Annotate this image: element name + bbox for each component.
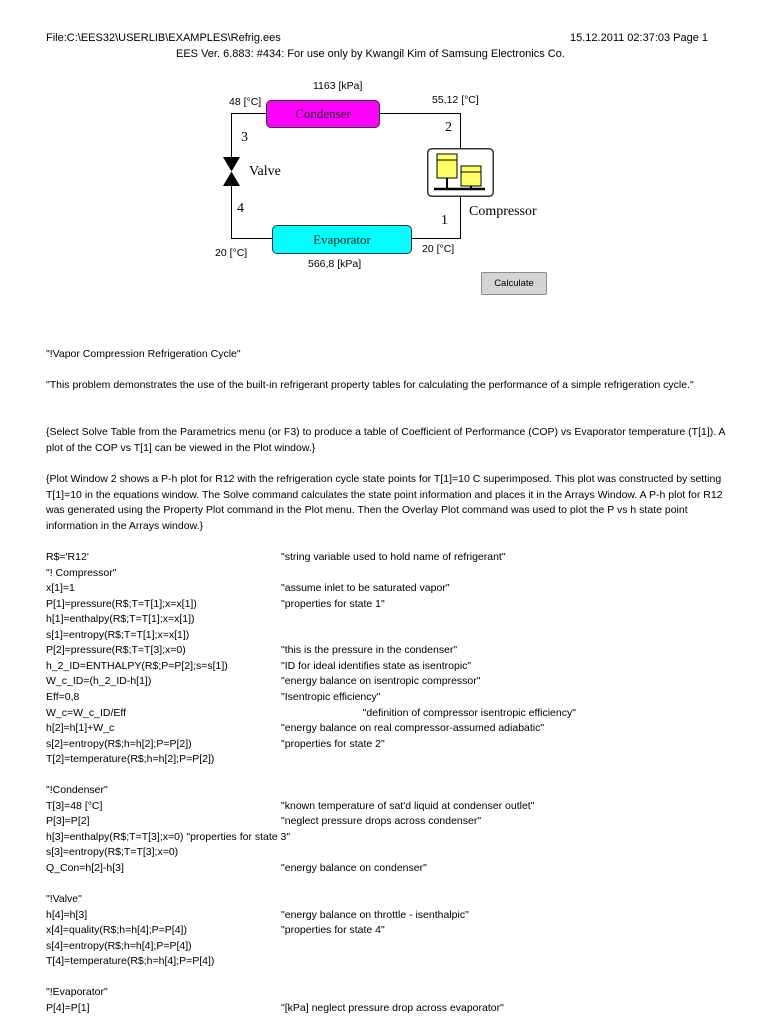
equation-line: "!Evaporator"	[46, 986, 108, 999]
equation-comment: "Isentropic efficiency"	[281, 690, 381, 703]
equation-comment: "energy balance on real compressor-assumed adiabatic"	[281, 722, 545, 735]
equation-line: s[1]=entropy(R$;T=T[1];x=x[1])	[46, 628, 190, 641]
equation-line: P[2]=pressure(R$;T=T[3];x=0)	[46, 644, 186, 657]
state4-temperature: 20 [°C]	[215, 247, 248, 259]
equation-line: T[2]=temperature(R$;h=h[2];P=P[2])	[46, 753, 215, 766]
equation-comment: "properties for state 2"	[281, 737, 385, 750]
evaporator-label: Evaporator	[313, 231, 371, 247]
equation-line: T[3]=48 [°C]	[46, 799, 103, 812]
equation-line: s[2]=entropy(R$;h=h[2];P=P[2])	[46, 737, 192, 750]
equation-line: h[4]=h[3]	[46, 908, 88, 921]
version-line: EES Ver. 6.883: #434: For use only by Kwangil Kim of Samsung Electronics Co.	[176, 48, 565, 60]
calculate-button[interactable]: Calculate	[481, 272, 547, 295]
equation-comment: "energy balance on isentropic compressor"	[281, 675, 481, 688]
equation-comment: "string variable used to hold name of refrigerant"	[281, 551, 506, 563]
state1-temperature: 20 [°C]	[422, 243, 455, 255]
equation-line: W_c_ID=(h_2_ID-h[1])	[46, 675, 152, 688]
equation-line: Q_Con=h[2]-h[3]	[46, 862, 124, 874]
equation-line: R$='R12'	[46, 551, 89, 563]
equation-comment: "energy balance on throttle - isenthalpic"	[281, 908, 469, 921]
pipe-bottom-right	[410, 238, 461, 239]
compressor-label: Compressor	[469, 204, 537, 219]
equation-line: h[3]=enthalpy(R$;T=T[3];x=0) "properties for state 3"	[46, 830, 291, 843]
equation-line: Eff=0,8	[46, 690, 80, 703]
timestamp-page: 15.12.2011 02:37:03 Page 1	[570, 32, 709, 44]
condenser-pressure: 1163 [kPa]	[313, 80, 363, 92]
equation-line: P[4]=P[1]	[46, 1001, 90, 1014]
pipe-right-upper	[460, 113, 461, 148]
valve-label: Valve	[249, 164, 281, 179]
equation-line: h_2_ID=ENTHALPY(R$;P=P[2];s=s[1])	[46, 659, 228, 672]
equation-line: s[4]=entropy(R$;h=h[4];P=P[4])	[46, 939, 192, 952]
equation-line: W_c=W_c_ID/Eff	[46, 706, 127, 719]
equation-line: P[3]=P[2]	[46, 815, 90, 828]
equation-line: P[1]=pressure(R$;T=T[1];x=x[1])	[46, 597, 197, 610]
equation-line: T[4]=temperature(R$;h=h[4];P=P[4])	[46, 955, 215, 968]
evaporator-box	[272, 225, 412, 254]
equation-comment: "ID for ideal identifies state as isentropic"	[281, 659, 472, 672]
equation-comment: "properties for state 4"	[281, 924, 385, 937]
pipe-top-left	[231, 113, 266, 114]
equation-comment: "definition of compressor isentropic efficiency"	[281, 706, 576, 719]
equation-comment: "properties for state 1"	[281, 597, 385, 610]
equation-comment: "[kPa] neglect pressure drop across evaporator"	[281, 1001, 504, 1014]
equation-line: "!Valve"	[46, 893, 82, 906]
valve-icon	[222, 156, 241, 187]
note-plot-window: {Plot Window 2 shows a P-h plot for R12 with the refrigeration cycle state points for T[1]=10 C superimposed. This plot was constructed by setting T[1]=10 in the equations window. The Solve command calculates the state point information and places it in the Arrays Window. A P-h plot for R12 was generated using the Property Plot command in the Plot menu. Then the Overlay Plot command was used to plot the P vs h state point information in the Arrays window.}	[46, 473, 723, 532]
pipe-top-right	[378, 113, 461, 114]
equation-line: h[1]=enthalpy(R$;T=T[1];x=x[1])	[46, 613, 195, 626]
equation-line: h[2]=h[1]+W_c	[46, 722, 115, 735]
file-path: File:C:\EES32\USERLIB\EXAMPLES\Refrig.ees	[46, 32, 281, 44]
condenser-label: Condenser	[295, 106, 351, 121]
state4-number: 4	[237, 201, 244, 216]
pipe-left-upper	[231, 113, 232, 157]
equation-comment: "assume inlet to be saturated vapor"	[281, 582, 450, 595]
title-comment: "!Vapor Compression Refrigeration Cycle"	[46, 348, 241, 360]
evaporator-pressure: 566,8 [kPa]	[308, 258, 362, 270]
state1-number: 1	[441, 213, 448, 228]
state2-temperature: 55,12 [°C]	[432, 94, 479, 106]
condenser-box	[266, 100, 380, 128]
equation-line: s[3]=entropy(R$;T=T[3];x=0)	[46, 846, 179, 859]
equation-comment: "neglect pressure drops across condenser"	[281, 815, 482, 828]
pipe-right-lower	[460, 197, 461, 239]
equation-line: x[1]=1	[46, 582, 75, 595]
compressor-icon	[427, 148, 494, 197]
equation-comment: "known temperature of sat'd liquid at condenser outlet"	[281, 799, 535, 812]
state3-number: 3	[241, 130, 248, 145]
equation-line: "!Condenser"	[46, 784, 108, 797]
state3-temperature: 48 [°C]	[229, 96, 262, 108]
pipe-left-lower	[231, 186, 232, 238]
note-solve-table: {Select Solve Table from the Parametrics menu (or F3) to produce a table of Coefficient of Performance (COP) vs Evaporator temperature (T[1]). A plot of the COP vs T[1] can be viewed in the Plot window.}	[46, 426, 725, 454]
equation-line: x[4]=quality(R$;h=h[4];P=P[4])	[46, 924, 187, 937]
intro-comment: "This problem demonstrates the use of the built-in refrigerant property tables for calculating the performance of a simple refrigeration cycle."	[46, 379, 694, 391]
equation-comment: "this is the pressure in the condenser"	[281, 644, 458, 657]
state2-number: 2	[445, 120, 452, 135]
pipe-bottom-left	[231, 238, 272, 239]
equation-line: "! Compressor"	[46, 566, 117, 579]
equation-comment: "energy balance on condenser"	[281, 862, 427, 874]
